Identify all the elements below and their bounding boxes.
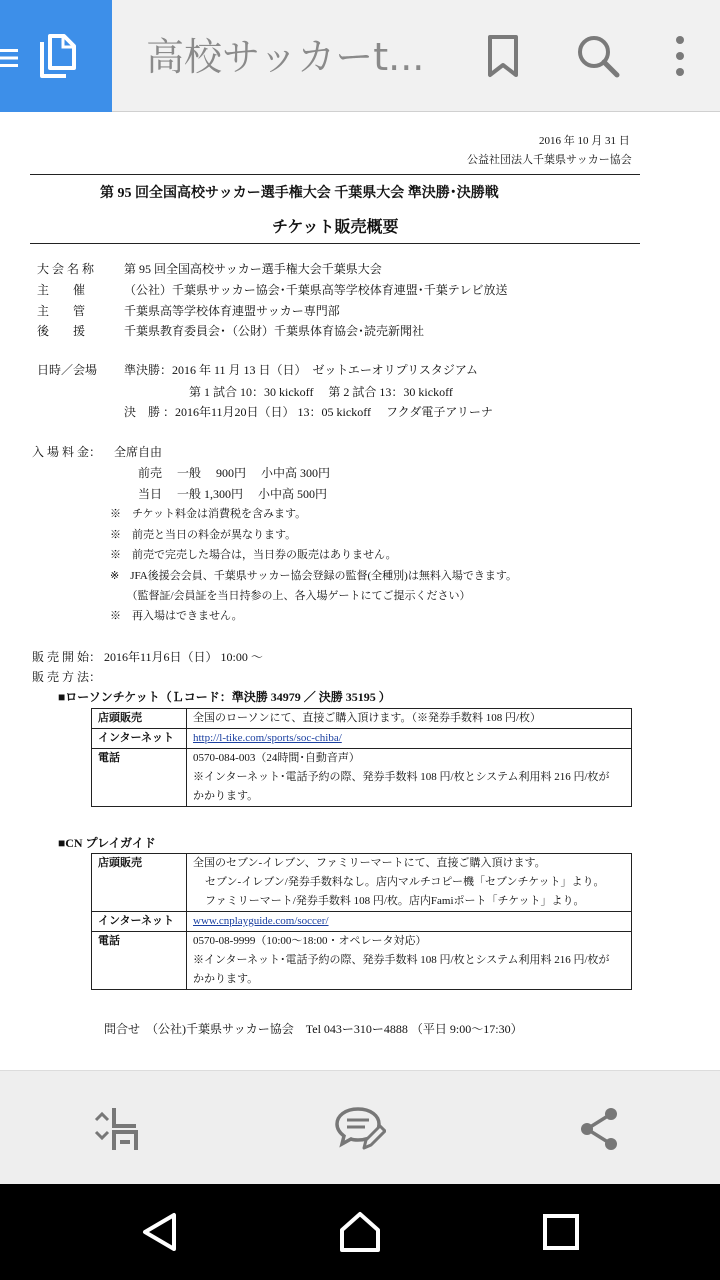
table-row [92,854,632,912]
table-row [92,709,632,729]
document-icon [36,34,78,80]
table-row [92,749,632,807]
note: ※ 前売と当日の料金が異なります。 [110,529,297,541]
row-line: ※インターネット･電話予約の際、発券手数料 108 円/枚とシステム利用料 216 円/枚が [193,954,610,966]
row-value [187,729,632,749]
back-icon[interactable] [140,1210,180,1254]
lawson-link[interactable]: http://l-tike.com/sports/soc-chiba/ [193,732,342,744]
document-title: 高校サッカーt... [146,35,425,79]
row-line: かかります。 [193,790,259,802]
bookmark-icon[interactable] [486,34,520,78]
row-value [187,854,632,912]
info-value: 千葉県教育委員会･（公財）千葉県体育協会･読売新聞社 [124,324,425,338]
fee-type: 全席自由 [114,445,163,459]
note: ※ チケット料金は消費税を含みます。 [110,508,307,520]
cn-table [91,853,632,990]
comment-edit-icon[interactable] [334,1106,386,1152]
cn-header: ■CN プレイガイド [58,836,156,850]
row-value [187,932,632,990]
table-row [92,729,632,749]
more-vert-icon[interactable] [662,34,698,78]
search-icon[interactable] [576,34,620,78]
row-label: インターネット [92,912,187,932]
row-line: かかります。 [193,973,259,985]
sameday-price: 当日 一般 1,300円 小中高 500円 [138,487,328,501]
row-label: 店頭販売 [92,709,187,729]
crop-icon[interactable] [94,1106,140,1152]
row-value [187,749,632,807]
share-icon[interactable] [578,1106,620,1152]
doc-organization: 公益社団法人千葉県サッカー協会 [467,154,632,166]
recents-icon[interactable] [542,1210,580,1254]
menu-icon [0,47,20,69]
info-label: 大 会 名 称 [37,262,95,276]
note: ※ JFA後援会会員、千葉県サッカー協会登録の監督(全種別)は無料入場できます。 [110,570,517,582]
cn-link[interactable]: www.cnplayguide.com/soccer/ [193,915,329,927]
semifinal-schedule: 準決勝：2016 年 11 月 13 日（日） ゼットエーオリプリスタジアム [124,363,479,377]
sales-start: 販 売 開 始： 2016年11月6日（日） 10:00 〜 [32,650,263,664]
home-icon[interactable] [338,1210,382,1254]
lawson-table [91,708,632,807]
venue-label: 日時／会場 [37,363,98,377]
sales-method: 販 売 方 法： [32,670,102,684]
info-value: 千葉県高等学校体育連盟サッカー専門部 [124,304,340,318]
note: （監督証/会員証を当日持参の上、各入場ゲートにてご提示ください） [110,590,471,602]
note: ※ 前売で完売した場合は，当日券の販売はありません。 [110,549,397,561]
lawson-header: ■ローソンチケット（Ｌコード：準決勝 34979 ／ 決勝 35195 ） [58,690,391,704]
row-value [187,912,632,932]
fee-label: 入 場 料 金： [32,445,102,459]
row-label: 店頭販売 [92,854,187,912]
info-label: 主 管 [37,304,86,318]
final-schedule: 決 勝 ：2016年11月20日（日） 13：05 kickoff フクダ電子アリーナ [124,405,493,419]
row-line: セブン-イレブン/発券手数料なし。店内マルチコピー機「セブンチケット」より。 [205,876,605,888]
row-label: 電話 [92,932,187,990]
row-value [187,709,632,729]
title-rule [30,243,640,244]
contact-info: 問合せ （公社)千葉県サッカー協会 Tel 043ー310ー4888 （平日 9:00〜17:30） [104,1022,523,1036]
row-label: インターネット [92,729,187,749]
bottom-toolbar [0,1070,720,1184]
row-line: 0570-08-9999（10:00〜18:00・オペレータ対応） [193,935,427,947]
presale-price: 前売 一般 900円 小中高 300円 [138,466,331,480]
row-line: ファミリーマート/発券手数料 108 円/枚。店内Famiポート「チケット」より。 [205,895,585,907]
doc-date: 2016 年 10 月 31 日 [539,135,630,147]
document-list-button[interactable] [0,0,112,112]
row-label: 電話 [92,749,187,807]
doc-title: 第 95 回全国高校サッカー選手権大会 千葉県大会 準決勝･決勝戦 [100,186,499,201]
header-rule [30,174,640,175]
table-row [92,912,632,932]
row-line: 0570-084-003（24時間･自動音声） [193,752,360,764]
doc-subtitle: チケット販売概要 [272,219,399,236]
row-line: 全国のローソンにて、直接ご購入頂けます。（※発券手数料 108 円/枚） [193,712,542,724]
note: ※ 再入場はできません。 [110,610,243,622]
table-row [92,932,632,990]
info-value: 第 95 回全国高校サッカー選手権大会千葉県大会 [124,262,382,276]
row-line: ※インターネット･電話予約の際、発券手数料 108 円/枚とシステム利用料 216 円/枚が [193,771,610,783]
app-bar [0,0,720,112]
info-label: 後 援 [37,324,86,338]
info-label: 主 催 [37,283,86,297]
row-line: 全国のセブン-イレブン、ファミリーマートにて、直接ご購入頂けます。 [193,857,546,869]
semifinal-matches: 第 1 試合 10：30 kickoff 第 2 試合 13：30 kickoff [189,385,453,399]
document-page[interactable] [0,112,720,1070]
system-nav-bar [0,1184,720,1280]
info-value: （公社）千葉県サッカー協会･千葉県高等学校体育連盟･千葉テレビ放送 [124,283,508,297]
